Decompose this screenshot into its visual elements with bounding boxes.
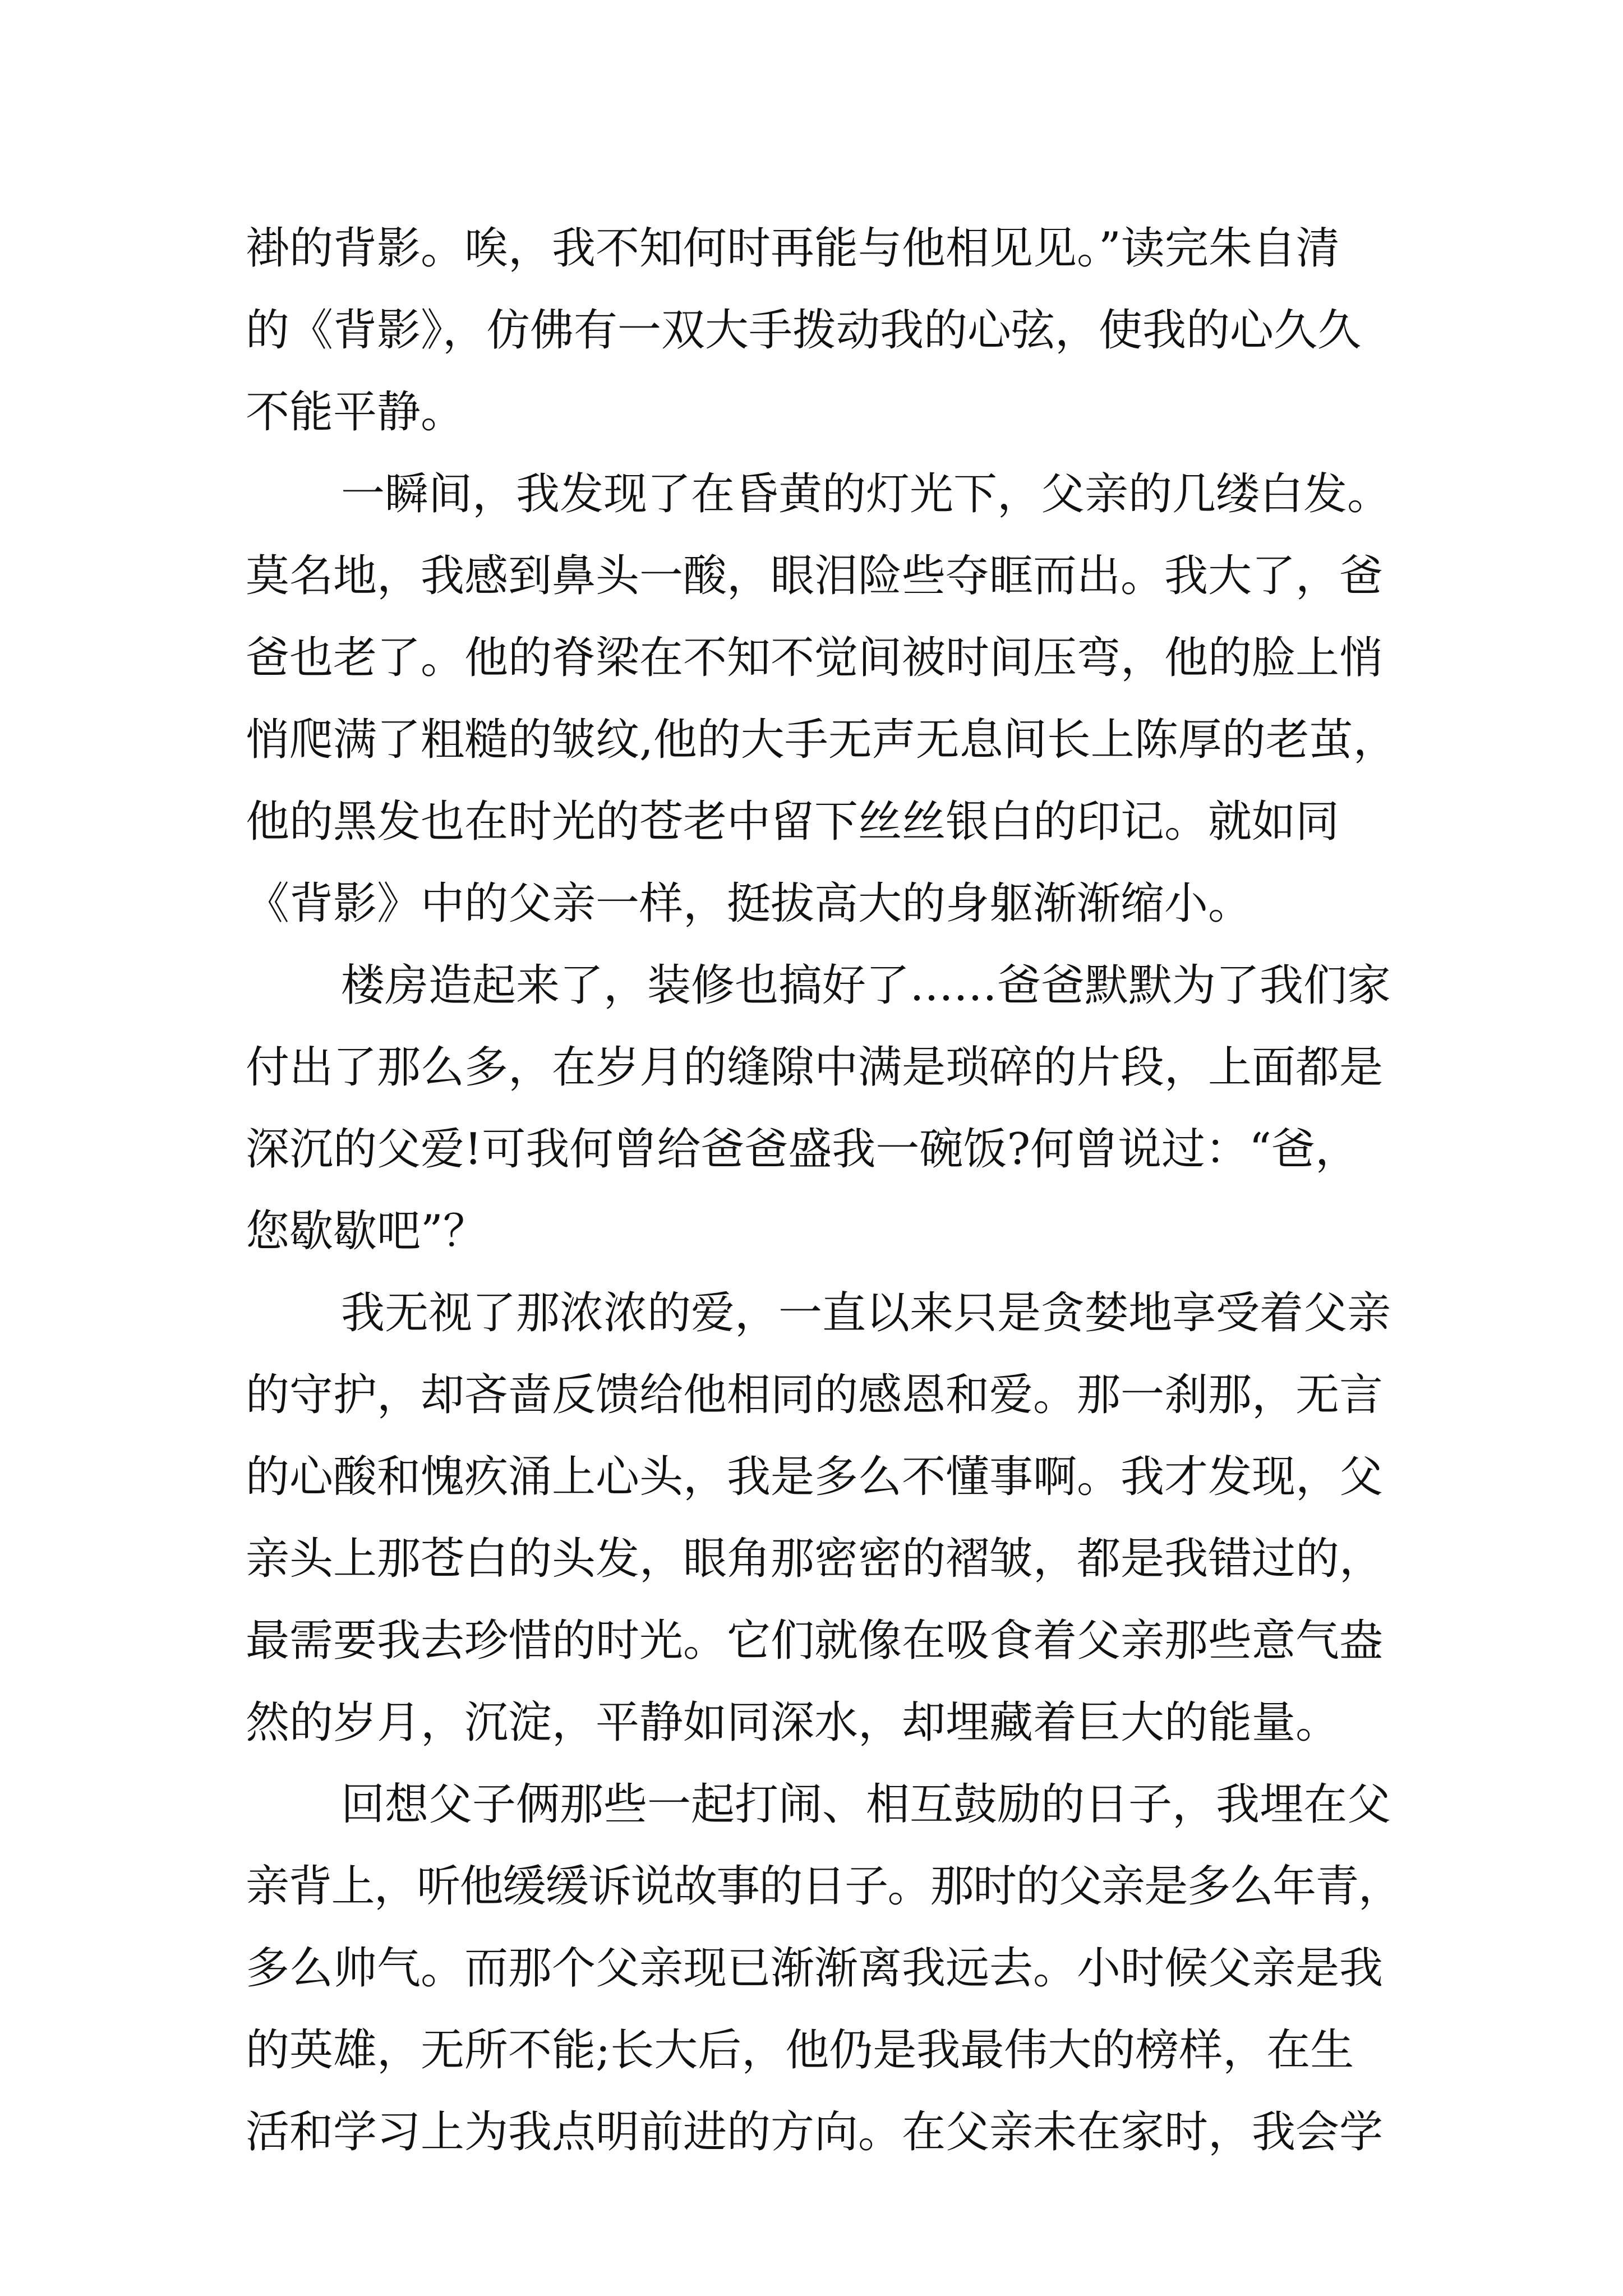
- text-line: 然的岁月，沉淀，平静如同深水，却埋藏着巨大的能量。: [246, 1697, 1340, 1748]
- body-text: [246, 208, 1401, 2173]
- text-line: 他的黑发也在时光的苍老中留下丝丝银白的印记。就如同: [246, 797, 1340, 847]
- text-line: 的守护，却吝啬反馈给他相同的感恩和爱。那一刹那，无言: [246, 1370, 1384, 1420]
- text-line: 《背影》中的父亲一样，挺拔高大的身躯渐渐缩小。: [246, 878, 1252, 929]
- text-line: 爸也老了。他的脊梁在不知不觉间被时间压弯，他的脸上悄: [246, 633, 1384, 683]
- text-line: 付出了那么多，在岁月的缝隙中满是琐碎的片段，上面都是: [246, 1042, 1384, 1093]
- text-line: 悄爬满了粗糙的皱纹,他的大手无声无息间长上陈厚的老茧，: [246, 715, 1397, 765]
- text-line: 深沉的父爱!可我何曾给爸爸盛我一碗饭?何曾说过：“爸，: [246, 1124, 1359, 1175]
- text-line: 我无视了那浓浓的爱，一直以来只是贪婪地享受着父亲: [341, 1288, 1391, 1338]
- text-line: 您歇歇吧”？: [246, 1206, 487, 1257]
- text-line: 的《背影》，仿佛有一双大手拨动我的心弦，使我的心久久: [246, 305, 1362, 356]
- text-line: 回想父子俩那些一起打闹、相互鼓励的日子，我埋在父: [341, 1779, 1391, 1830]
- text-line: 褂的背影。唉，我不知何时再能与他相见见。”读完朱自清: [246, 223, 1340, 274]
- text-line: 的心酸和愧疚涌上心头，我是多么不懂事啊。我才发现，父: [246, 1452, 1384, 1502]
- text-line: 活和学习上为我点明前进的方向。在父亲未在家时，我会学: [246, 2107, 1384, 2157]
- text-line: 的英雄，无所不能;长大后，他仍是我最伟大的榜样，在生: [246, 2025, 1354, 2076]
- text-line: 亲背上，听他缓缓诉说故事的日子。那时的父亲是多么年青，: [246, 1861, 1401, 1912]
- text-line: 不能平静。: [246, 387, 465, 438]
- text-line: 莫名地，我感到鼻头一酸，眼泪险些夺眶而出。我大了，爸: [246, 551, 1384, 601]
- text-line: 楼房造起来了，装修也搞好了……爸爸默默为了我们家: [341, 960, 1391, 1011]
- text-line: 一瞬间，我发现了在昏黄的灯光下，父亲的几缕白发。: [341, 469, 1391, 519]
- text-line: 亲头上那苍白的头发，眼角那密密的褶皱，都是我错过的，: [246, 1534, 1384, 1584]
- text-line: 多么帅气。而那个父亲现已渐渐离我远去。小时候父亲是我: [246, 1943, 1384, 1994]
- text-line: 最需要我去珍惜的时光。它们就像在吸食着父亲那些意气盎: [246, 1616, 1384, 1666]
